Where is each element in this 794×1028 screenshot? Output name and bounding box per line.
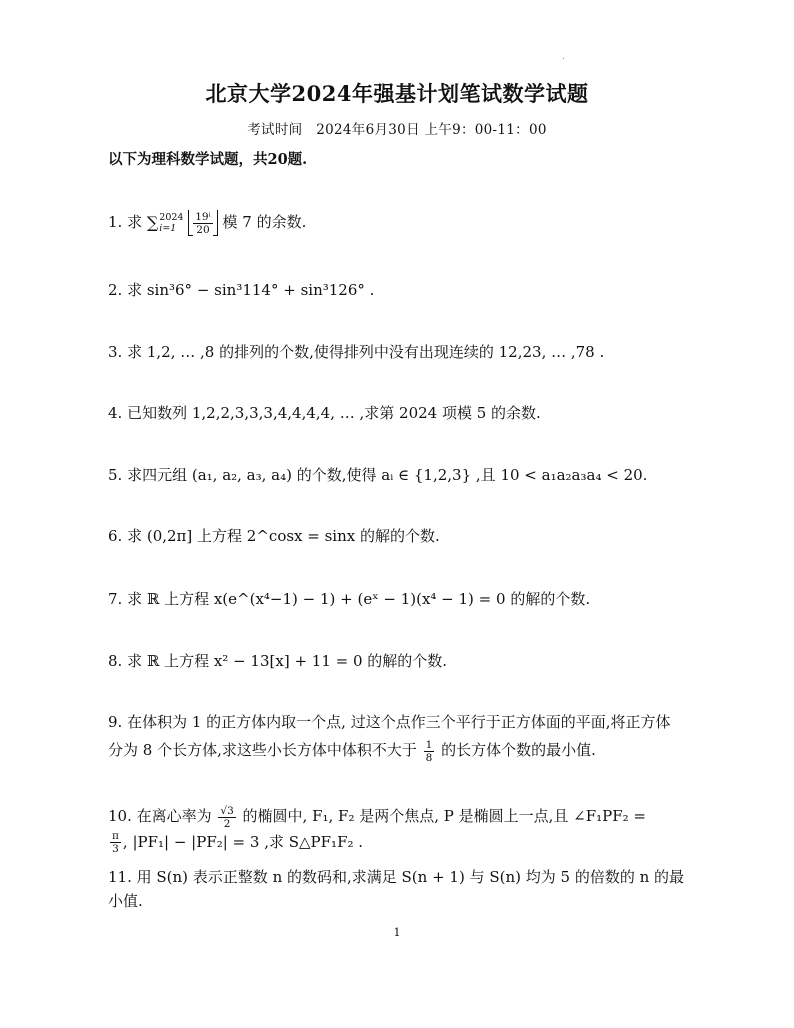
fraction-denominator: 20: [196, 223, 210, 236]
fraction-numerator: 1: [425, 738, 433, 751]
question-4: 4. 已知数列 1,2,2,3,3,3,4,4,4,4, … ,求第 2024 项模 5 的余数.: [108, 404, 541, 422]
question-1-suffix: 模 7 的余数.: [217, 213, 307, 231]
question-9-line-2: [108, 738, 698, 764]
corner-mark: .: [562, 52, 565, 62]
question-7: 7. 求 ℝ 上方程 x(e^(x⁴−1) − 1) + (eˣ − 1)(x⁴ − 1) = 0 的解的个数.: [108, 590, 591, 608]
page-number: 1: [393, 926, 401, 939]
sum-upper: 2024: [159, 212, 184, 223]
page-title: 北京大学2024年强基计划笔试数学试题: [205, 81, 589, 106]
question-9-line-1: 9. 在体积为 1 的正方体内取一个点, 过这个点作三个平行于正方体面的平面,将正方体: [108, 713, 671, 731]
fraction-numerator: π: [112, 830, 119, 842]
question-2: 2. 求 sin³6° − sin³114° + sin³126° .: [108, 281, 375, 299]
exam-time: 考试时间 2024年6月30日 上午9：00-11：00: [247, 122, 547, 138]
question-10: [108, 804, 698, 855]
question-10-line-1-prefix: 10. 在离心率为: [108, 807, 217, 825]
question-3: 3. 求 1,2, … ,8 的排列的个数,使得排列中没有出现连续的 12,23, … ,78 .: [108, 343, 605, 361]
question-10-line-1-suffix: 的椭圆中, F₁, F₂ 是两个焦点, P 是椭圆上一点,且 ∠F₁PF₂ =: [237, 807, 647, 825]
question-1-prefix: 1. 求: [108, 213, 147, 231]
sum-symbol: ∑: [146, 213, 159, 232]
fraction-numerator: 19ⁱ: [195, 210, 211, 223]
fraction: [218, 805, 235, 830]
question-9-line-2-suffix: 的长方体个数的最小值.: [436, 741, 596, 759]
section-intro: 以下为理科数学试题，共20题.: [108, 151, 308, 168]
question-11: [108, 865, 698, 913]
question-5: 5. 求四元组 (a₁, a₂, a₃, a₄) 的个数,使得 aᵢ ∈ {1,2,3} ,且 10 < a₁a₂a₃a₄ < 20.: [108, 466, 648, 484]
floor-bracket: [188, 210, 217, 236]
question-9: [108, 710, 698, 764]
sum-limits: [159, 212, 183, 234]
fraction-denominator: 3: [112, 843, 119, 855]
fraction: [110, 830, 121, 855]
question-9-line-2-prefix: 分为 8 个长方体,求这些小长方体中体积不大于: [108, 741, 422, 759]
question-10-line-1: [108, 804, 698, 830]
question-1: [108, 210, 698, 236]
fraction-denominator: 8: [425, 751, 433, 764]
question-11-line-2: 小值.: [108, 892, 143, 910]
fraction-numerator: √3: [220, 804, 234, 817]
fraction: [193, 211, 212, 236]
fraction-denominator: 2: [223, 817, 231, 830]
fraction: [424, 739, 435, 764]
sum-lower: i=1: [159, 223, 177, 234]
question-11-line-1: 11. 用 S(n) 表示正整数 n 的数码和,求满足 S(n + 1) 与 S(n) 均为 5 的倍数的 n 的最: [108, 868, 685, 886]
question-10-line-2-suffix: , |PF₁| − |PF₂| = 3 ,求 S△PF₁F₂ .: [122, 832, 364, 851]
question-6: 6. 求 (0,2π] 上方程 2^cosx = sinx 的解的个数.: [108, 527, 440, 545]
question-8: 8. 求 ℝ 上方程 x² − 13[x] + 11 = 0 的解的个数.: [108, 652, 448, 670]
question-10-line-2: [108, 830, 698, 856]
